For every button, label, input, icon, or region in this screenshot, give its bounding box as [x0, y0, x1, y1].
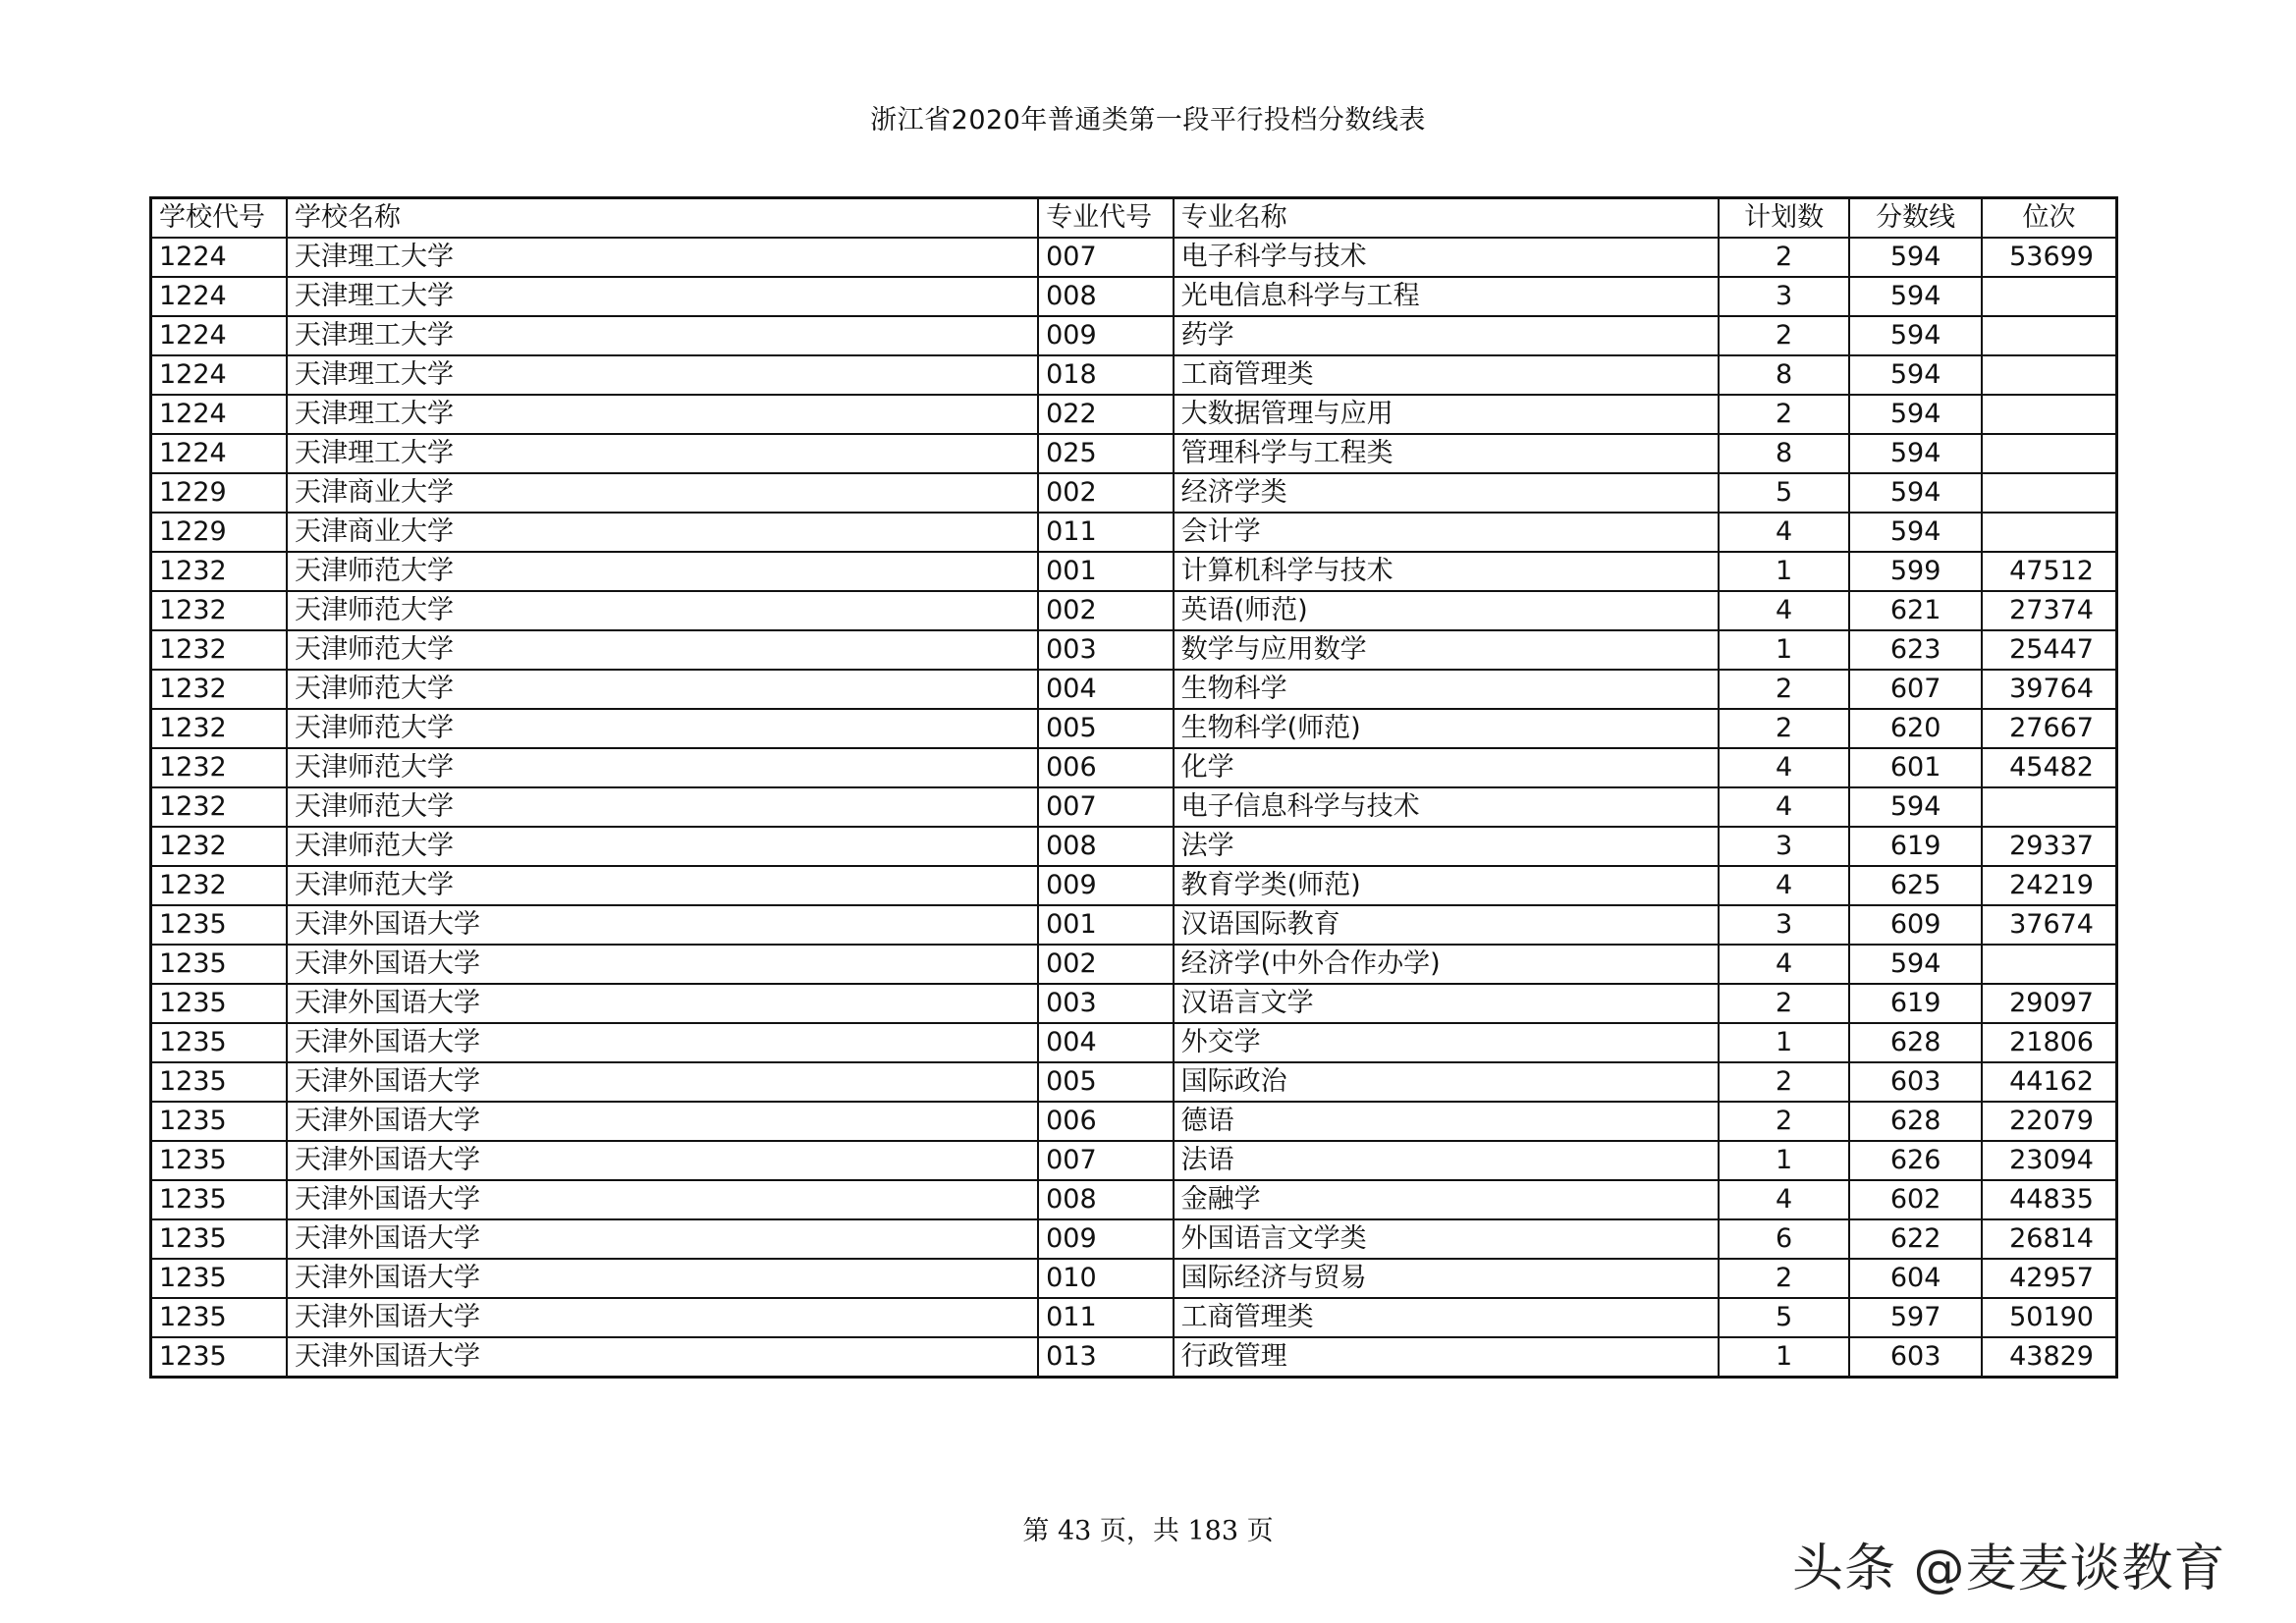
cell-school-name: 天津理工大学 — [287, 355, 1038, 395]
cell-plan-count: 2 — [1719, 1062, 1850, 1102]
cell-major-code: 006 — [1038, 1102, 1174, 1141]
cell-score-line: 594 — [1849, 473, 1982, 513]
cell-school-code: 1232 — [151, 787, 288, 827]
cell-rank: 29097 — [1982, 984, 2117, 1023]
cell-major-code: 007 — [1038, 238, 1174, 277]
cell-rank: 29337 — [1982, 827, 2117, 866]
cell-score-line: 594 — [1849, 787, 1982, 827]
cell-school-name: 天津外国语大学 — [287, 1023, 1038, 1062]
cell-school-code: 1229 — [151, 473, 288, 513]
cell-school-name: 天津外国语大学 — [287, 1219, 1038, 1259]
cell-rank — [1982, 787, 2117, 827]
cell-major-name: 光电信息科学与工程 — [1174, 277, 1719, 316]
cell-major-name: 大数据管理与应用 — [1174, 395, 1719, 434]
table-row — [151, 827, 2117, 866]
cell-plan-count: 3 — [1719, 905, 1850, 945]
cell-plan-count: 4 — [1719, 513, 1850, 552]
cell-school-code: 1232 — [151, 630, 288, 670]
cell-school-name: 天津师范大学 — [287, 827, 1038, 866]
cell-school-name: 天津外国语大学 — [287, 1337, 1038, 1378]
cell-plan-count: 2 — [1719, 1102, 1850, 1141]
cell-plan-count: 5 — [1719, 1298, 1850, 1337]
cell-score-line: 594 — [1849, 277, 1982, 316]
cell-rank — [1982, 434, 2117, 473]
cell-major-name: 数学与应用数学 — [1174, 630, 1719, 670]
cell-plan-count: 1 — [1719, 1337, 1850, 1378]
cell-score-line: 619 — [1849, 984, 1982, 1023]
cell-major-name: 计算机科学与技术 — [1174, 552, 1719, 591]
cell-major-code: 007 — [1038, 1141, 1174, 1180]
cell-rank: 45482 — [1982, 748, 2117, 787]
cell-major-code: 004 — [1038, 670, 1174, 709]
cell-school-code: 1229 — [151, 513, 288, 552]
cell-school-code: 1235 — [151, 1219, 288, 1259]
cell-score-line: 622 — [1849, 1219, 1982, 1259]
cell-rank: 26814 — [1982, 1219, 2117, 1259]
cell-score-line: 621 — [1849, 591, 1982, 630]
cell-score-line: 628 — [1849, 1023, 1982, 1062]
cell-score-line: 601 — [1849, 748, 1982, 787]
cell-rank — [1982, 473, 2117, 513]
cell-school-code: 1235 — [151, 1141, 288, 1180]
cell-plan-count: 5 — [1719, 473, 1850, 513]
header-plan-count: 计划数 — [1719, 198, 1850, 239]
table-row — [151, 1141, 2117, 1180]
cell-school-name: 天津理工大学 — [287, 277, 1038, 316]
table-row — [151, 316, 2117, 355]
cell-major-name: 英语(师范) — [1174, 591, 1719, 630]
cell-score-line: 609 — [1849, 905, 1982, 945]
cell-score-line: 594 — [1849, 355, 1982, 395]
cell-major-name: 化学 — [1174, 748, 1719, 787]
cell-rank — [1982, 513, 2117, 552]
cell-school-name: 天津外国语大学 — [287, 945, 1038, 984]
cell-school-name: 天津师范大学 — [287, 591, 1038, 630]
table-row — [151, 1298, 2117, 1337]
cell-plan-count: 3 — [1719, 827, 1850, 866]
table-row — [151, 434, 2117, 473]
cell-major-code: 007 — [1038, 787, 1174, 827]
cell-rank: 39764 — [1982, 670, 2117, 709]
cell-score-line: 620 — [1849, 709, 1982, 748]
cell-major-code: 010 — [1038, 1259, 1174, 1298]
cell-school-name: 天津外国语大学 — [287, 1259, 1038, 1298]
header-major-code: 专业代号 — [1038, 198, 1174, 239]
cell-plan-count: 1 — [1719, 552, 1850, 591]
cell-school-name: 天津商业大学 — [287, 513, 1038, 552]
page-footer: 第 43 页，共 183 页 — [1022, 1516, 1274, 1546]
cell-major-name: 国际经济与贸易 — [1174, 1259, 1719, 1298]
cell-rank: 25447 — [1982, 630, 2117, 670]
cell-school-code: 1224 — [151, 434, 288, 473]
cell-school-code: 1224 — [151, 277, 288, 316]
cell-score-line: 594 — [1849, 395, 1982, 434]
cell-plan-count: 8 — [1719, 434, 1850, 473]
cell-plan-count: 4 — [1719, 866, 1850, 905]
cell-rank: 37674 — [1982, 905, 2117, 945]
cell-plan-count: 3 — [1719, 277, 1850, 316]
table-row — [151, 670, 2117, 709]
cell-major-code: 009 — [1038, 866, 1174, 905]
table-row — [151, 984, 2117, 1023]
cell-school-code: 1235 — [151, 1298, 288, 1337]
cell-school-code: 1224 — [151, 395, 288, 434]
cell-rank — [1982, 316, 2117, 355]
cell-rank — [1982, 395, 2117, 434]
table-row — [151, 591, 2117, 630]
cell-school-code: 1232 — [151, 748, 288, 787]
cell-school-name: 天津理工大学 — [287, 238, 1038, 277]
cell-school-name: 天津师范大学 — [287, 670, 1038, 709]
header-score-line: 分数线 — [1849, 198, 1982, 239]
cell-score-line: 594 — [1849, 513, 1982, 552]
cell-score-line: 602 — [1849, 1180, 1982, 1219]
cell-major-code: 002 — [1038, 591, 1174, 630]
cell-score-line: 626 — [1849, 1141, 1982, 1180]
cell-major-code: 009 — [1038, 316, 1174, 355]
cell-major-code: 002 — [1038, 945, 1174, 984]
cell-major-name: 经济学(中外合作办学) — [1174, 945, 1719, 984]
table-row — [151, 1023, 2117, 1062]
cell-school-code: 1224 — [151, 316, 288, 355]
cell-school-name: 天津师范大学 — [287, 866, 1038, 905]
cell-school-code: 1235 — [151, 905, 288, 945]
cell-major-name: 经济学类 — [1174, 473, 1719, 513]
cell-school-name: 天津外国语大学 — [287, 1141, 1038, 1180]
cell-score-line: 594 — [1849, 945, 1982, 984]
cell-rank: 23094 — [1982, 1141, 2117, 1180]
cell-plan-count: 1 — [1719, 630, 1850, 670]
cell-major-name: 汉语国际教育 — [1174, 905, 1719, 945]
cell-school-code: 1232 — [151, 591, 288, 630]
watermark: 头条 @麦麦谈教育 — [1792, 1540, 2226, 1598]
cell-score-line: 597 — [1849, 1298, 1982, 1337]
cell-rank — [1982, 945, 2117, 984]
cell-plan-count: 4 — [1719, 748, 1850, 787]
cell-rank — [1982, 277, 2117, 316]
table-row — [151, 1102, 2117, 1141]
cell-plan-count: 2 — [1719, 1259, 1850, 1298]
cell-school-name: 天津理工大学 — [287, 395, 1038, 434]
cell-major-code: 008 — [1038, 277, 1174, 316]
cell-school-name: 天津外国语大学 — [287, 905, 1038, 945]
cell-major-code: 002 — [1038, 473, 1174, 513]
table-row — [151, 1180, 2117, 1219]
cell-rank: 53699 — [1982, 238, 2117, 277]
cell-major-name: 国际政治 — [1174, 1062, 1719, 1102]
cell-major-name: 会计学 — [1174, 513, 1719, 552]
cell-major-code: 011 — [1038, 513, 1174, 552]
cell-major-name: 工商管理类 — [1174, 1298, 1719, 1337]
cell-school-code: 1235 — [151, 1180, 288, 1219]
header-rank: 位次 — [1982, 198, 2117, 239]
cell-plan-count: 2 — [1719, 984, 1850, 1023]
cell-major-code: 005 — [1038, 709, 1174, 748]
cell-plan-count: 2 — [1719, 316, 1850, 355]
table-row — [151, 905, 2117, 945]
cell-major-code: 025 — [1038, 434, 1174, 473]
cell-plan-count: 2 — [1719, 670, 1850, 709]
cell-score-line: 594 — [1849, 316, 1982, 355]
cell-major-name: 电子科学与技术 — [1174, 238, 1719, 277]
cell-rank — [1982, 355, 2117, 395]
cell-major-name: 德语 — [1174, 1102, 1719, 1141]
cell-major-name: 生物科学(师范) — [1174, 709, 1719, 748]
table-row — [151, 395, 2117, 434]
cell-rank: 43829 — [1982, 1337, 2117, 1378]
cell-school-name: 天津外国语大学 — [287, 1062, 1038, 1102]
cell-major-name: 管理科学与工程类 — [1174, 434, 1719, 473]
cell-score-line: 603 — [1849, 1337, 1982, 1378]
cell-plan-count: 1 — [1719, 1023, 1850, 1062]
cell-plan-count: 4 — [1719, 945, 1850, 984]
table-row — [151, 866, 2117, 905]
cell-school-code: 1232 — [151, 709, 288, 748]
cell-major-code: 009 — [1038, 1219, 1174, 1259]
cell-school-code: 1235 — [151, 1337, 288, 1378]
cell-rank: 21806 — [1982, 1023, 2117, 1062]
table-row — [151, 473, 2117, 513]
cell-rank: 47512 — [1982, 552, 2117, 591]
cell-major-code: 001 — [1038, 552, 1174, 591]
cell-school-code: 1232 — [151, 827, 288, 866]
cell-school-code: 1232 — [151, 866, 288, 905]
cell-plan-count: 4 — [1719, 591, 1850, 630]
cell-major-name: 汉语言文学 — [1174, 984, 1719, 1023]
table-row — [151, 552, 2117, 591]
table-row — [151, 1259, 2117, 1298]
cell-score-line: 628 — [1849, 1102, 1982, 1141]
cell-major-name: 外交学 — [1174, 1023, 1719, 1062]
table-row — [151, 709, 2117, 748]
cell-rank: 42957 — [1982, 1259, 2117, 1298]
cell-score-line: 594 — [1849, 238, 1982, 277]
cell-plan-count: 8 — [1719, 355, 1850, 395]
cell-plan-count: 2 — [1719, 709, 1850, 748]
cell-plan-count: 4 — [1719, 787, 1850, 827]
cell-school-code: 1224 — [151, 238, 288, 277]
cell-major-code: 004 — [1038, 1023, 1174, 1062]
cell-score-line: 623 — [1849, 630, 1982, 670]
table-body — [151, 238, 2117, 1378]
cell-school-name: 天津师范大学 — [287, 552, 1038, 591]
cell-school-code: 1235 — [151, 984, 288, 1023]
table-row — [151, 1062, 2117, 1102]
cell-school-code: 1235 — [151, 1023, 288, 1062]
cell-major-name: 金融学 — [1174, 1180, 1719, 1219]
cell-major-code: 011 — [1038, 1298, 1174, 1337]
cell-school-code: 1235 — [151, 945, 288, 984]
cell-rank: 27374 — [1982, 591, 2117, 630]
table-row — [151, 238, 2117, 277]
table-row — [151, 1337, 2117, 1378]
cell-major-name: 法语 — [1174, 1141, 1719, 1180]
cell-major-code: 008 — [1038, 827, 1174, 866]
cell-school-code: 1235 — [151, 1259, 288, 1298]
cell-major-code: 003 — [1038, 630, 1174, 670]
cell-major-name: 行政管理 — [1174, 1337, 1719, 1378]
table-row — [151, 1219, 2117, 1259]
score-table — [149, 196, 2118, 1379]
cell-rank: 27667 — [1982, 709, 2117, 748]
header-major-name: 专业名称 — [1174, 198, 1719, 239]
cell-major-name: 药学 — [1174, 316, 1719, 355]
table-row — [151, 945, 2117, 984]
cell-score-line: 604 — [1849, 1259, 1982, 1298]
cell-school-code: 1232 — [151, 670, 288, 709]
cell-plan-count: 2 — [1719, 395, 1850, 434]
table-row — [151, 787, 2117, 827]
cell-major-name: 电子信息科学与技术 — [1174, 787, 1719, 827]
cell-school-name: 天津外国语大学 — [287, 1102, 1038, 1141]
cell-major-code: 006 — [1038, 748, 1174, 787]
cell-plan-count: 6 — [1719, 1219, 1850, 1259]
cell-plan-count: 1 — [1719, 1141, 1850, 1180]
cell-school-code: 1224 — [151, 355, 288, 395]
table-row — [151, 277, 2117, 316]
cell-major-code: 003 — [1038, 984, 1174, 1023]
cell-rank: 22079 — [1982, 1102, 2117, 1141]
cell-rank: 44835 — [1982, 1180, 2117, 1219]
cell-school-name: 天津师范大学 — [287, 748, 1038, 787]
document-title: 浙江省2020年普通类第一段平行投档分数线表 — [870, 105, 1426, 135]
cell-score-line: 619 — [1849, 827, 1982, 866]
cell-major-code: 001 — [1038, 905, 1174, 945]
cell-school-name: 天津外国语大学 — [287, 1298, 1038, 1337]
header-school-code: 学校代号 — [151, 198, 288, 239]
cell-school-code: 1235 — [151, 1062, 288, 1102]
cell-major-code: 018 — [1038, 355, 1174, 395]
cell-school-name: 天津理工大学 — [287, 316, 1038, 355]
cell-school-name: 天津师范大学 — [287, 787, 1038, 827]
table-header-row — [151, 198, 2117, 239]
table-row — [151, 513, 2117, 552]
cell-school-code: 1232 — [151, 552, 288, 591]
cell-rank: 24219 — [1982, 866, 2117, 905]
cell-score-line: 625 — [1849, 866, 1982, 905]
cell-score-line: 594 — [1849, 434, 1982, 473]
cell-plan-count: 2 — [1719, 238, 1850, 277]
cell-school-name: 天津外国语大学 — [287, 1180, 1038, 1219]
cell-score-line: 603 — [1849, 1062, 1982, 1102]
cell-school-name: 天津商业大学 — [287, 473, 1038, 513]
cell-score-line: 607 — [1849, 670, 1982, 709]
table-row — [151, 630, 2117, 670]
cell-major-code: 013 — [1038, 1337, 1174, 1378]
header-school-name: 学校名称 — [287, 198, 1038, 239]
cell-score-line: 599 — [1849, 552, 1982, 591]
cell-major-name: 教育学类(师范) — [1174, 866, 1719, 905]
cell-rank: 44162 — [1982, 1062, 2117, 1102]
cell-major-name: 外国语言文学类 — [1174, 1219, 1719, 1259]
cell-school-name: 天津理工大学 — [287, 434, 1038, 473]
table-row — [151, 355, 2117, 395]
cell-school-name: 天津师范大学 — [287, 630, 1038, 670]
cell-major-code: 005 — [1038, 1062, 1174, 1102]
cell-plan-count: 4 — [1719, 1180, 1850, 1219]
cell-major-code: 022 — [1038, 395, 1174, 434]
cell-major-name: 法学 — [1174, 827, 1719, 866]
cell-school-name: 天津师范大学 — [287, 709, 1038, 748]
table-row — [151, 748, 2117, 787]
cell-major-code: 008 — [1038, 1180, 1174, 1219]
cell-rank: 50190 — [1982, 1298, 2117, 1337]
cell-school-name: 天津外国语大学 — [287, 984, 1038, 1023]
cell-school-code: 1235 — [151, 1102, 288, 1141]
cell-major-name: 生物科学 — [1174, 670, 1719, 709]
cell-major-name: 工商管理类 — [1174, 355, 1719, 395]
